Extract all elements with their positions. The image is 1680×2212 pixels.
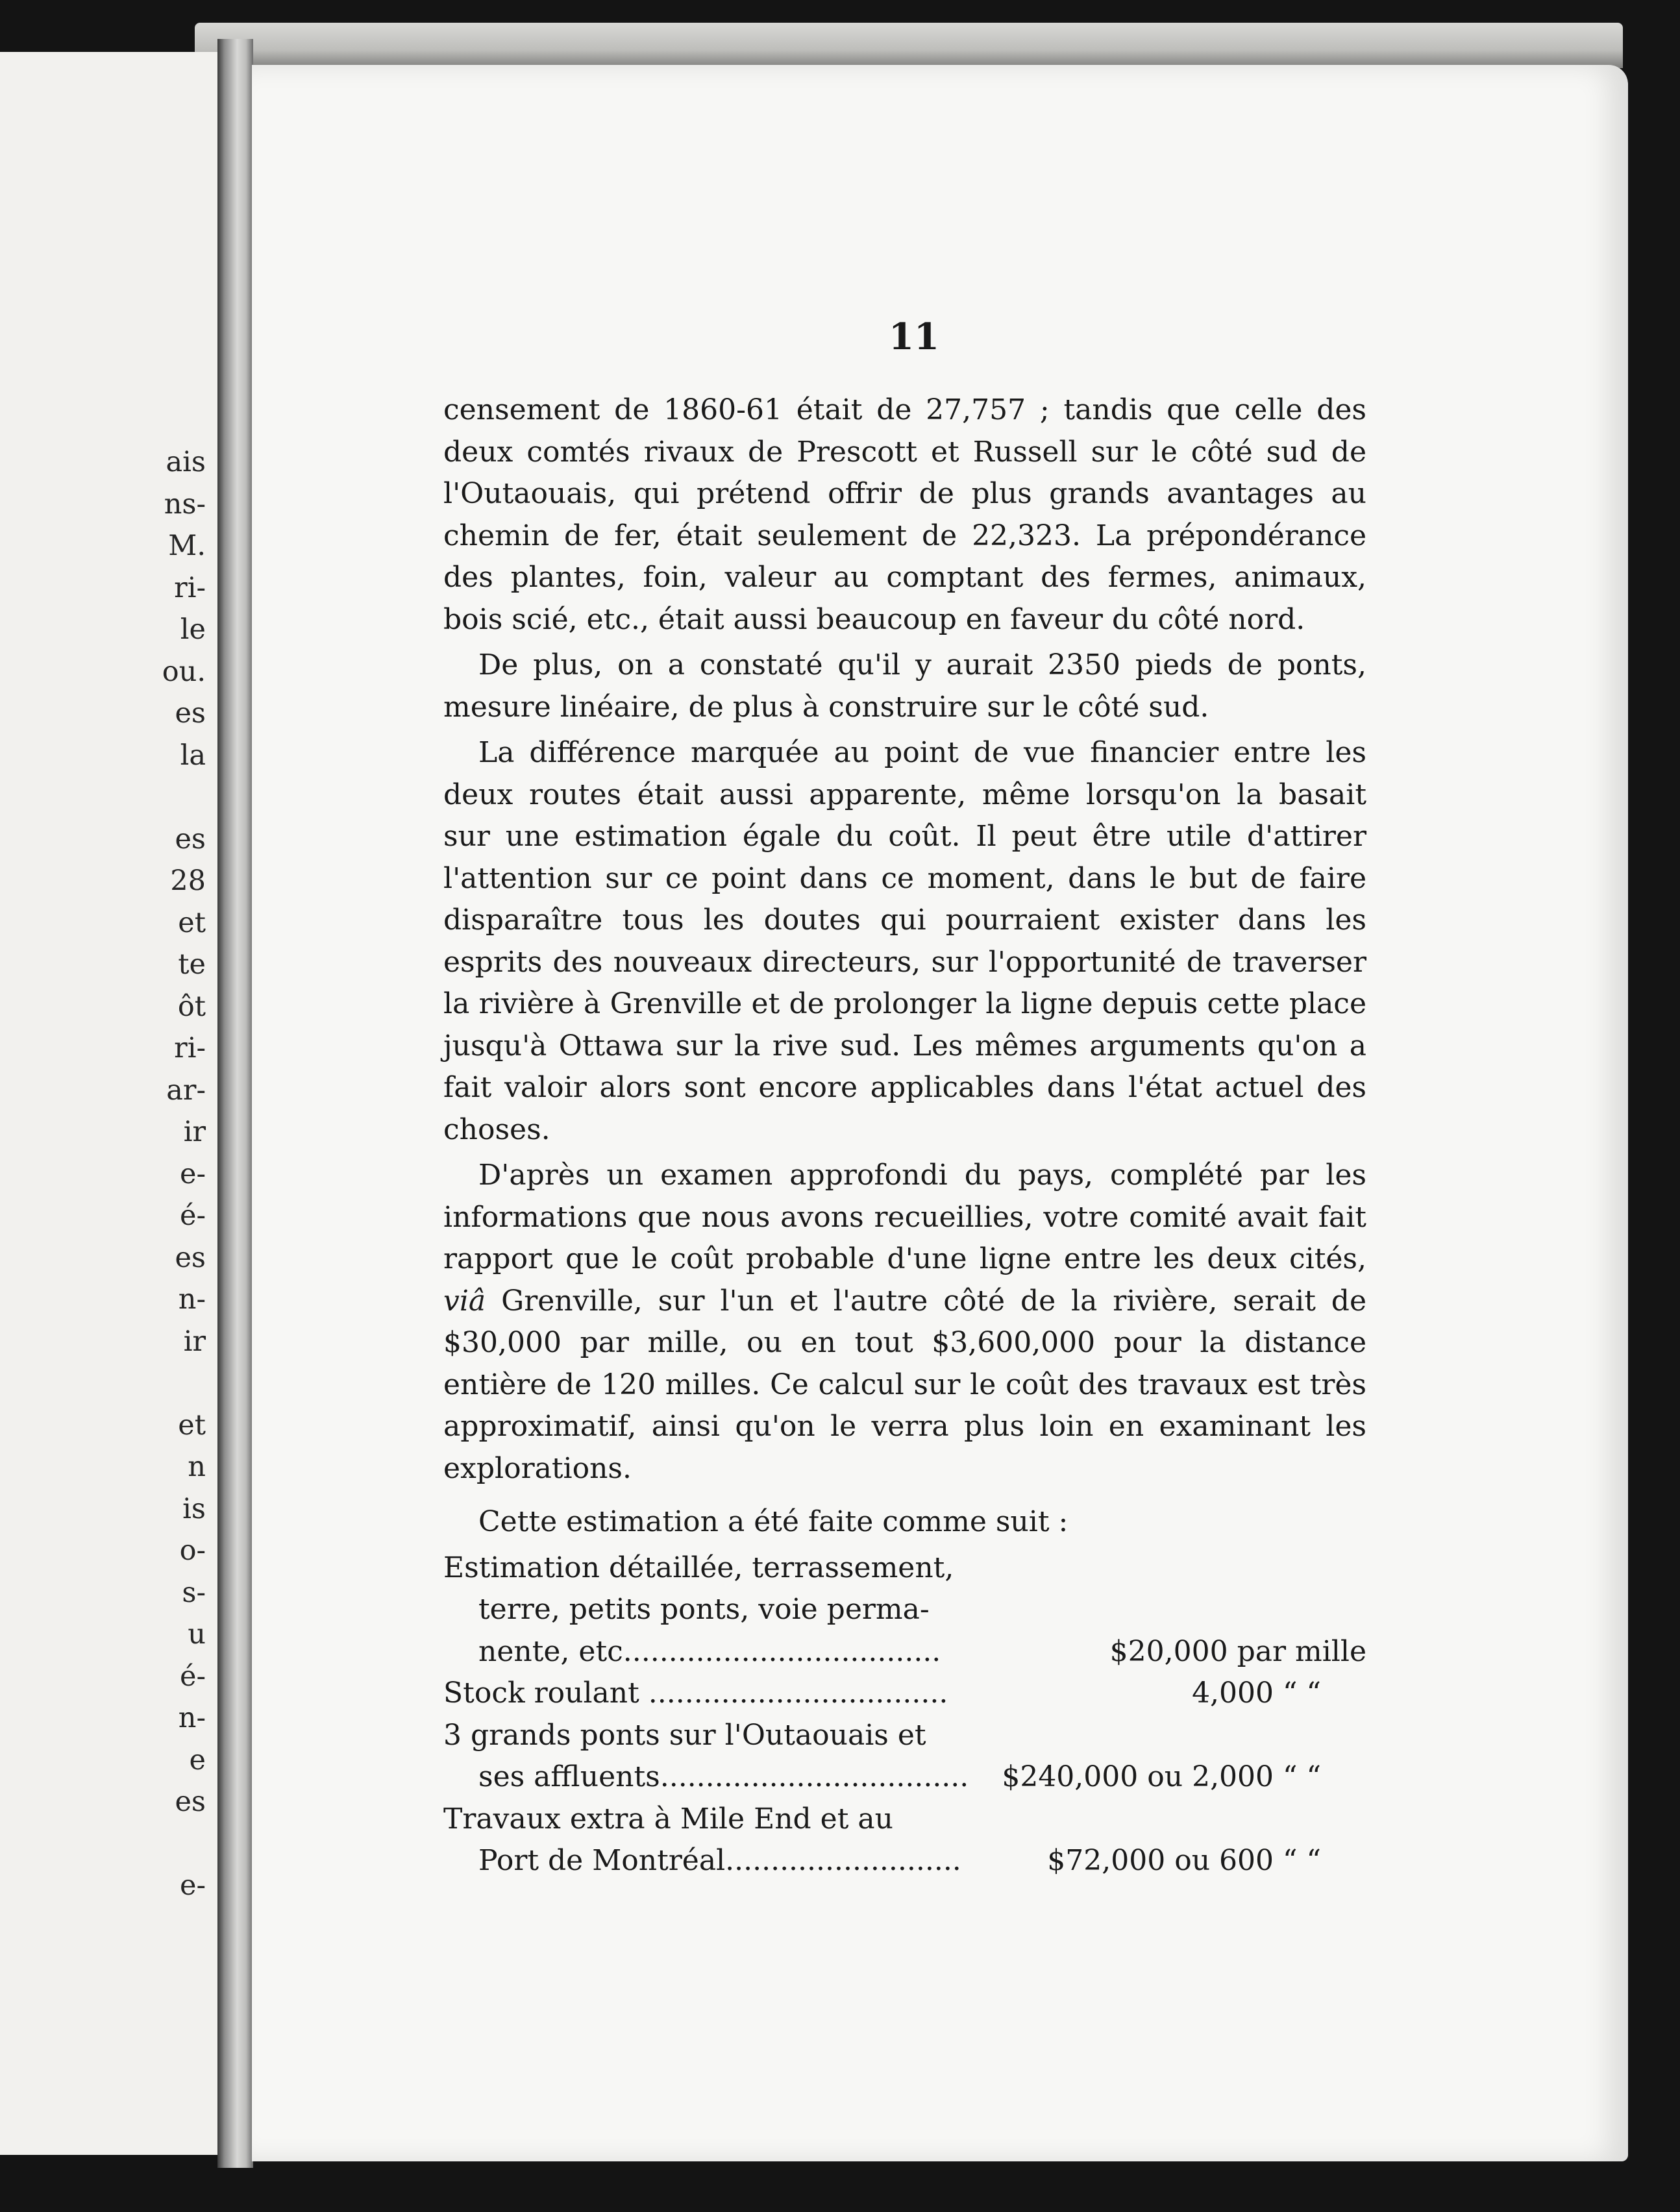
- estimate-value: $72,000 ou 600 “ “: [1047, 1844, 1321, 1877]
- estimate-label: nente, etc...................................: [478, 1634, 941, 1668]
- facing-page-fragment: [162, 1823, 206, 1865]
- facing-page-fragment: et: [178, 906, 206, 939]
- estimate-row: [443, 1673, 1366, 1715]
- facing-page-fragment: M.: [168, 530, 206, 562]
- facing-page-fragment: la: [180, 739, 206, 772]
- facing-page-fragment: et: [178, 1408, 206, 1442]
- facing-page-fragment: e-: [180, 1869, 206, 1902]
- estimate-row: [443, 1631, 1366, 1673]
- estimate-table: [443, 1547, 1366, 1882]
- facing-page-fragment: ir: [183, 1325, 206, 1358]
- facing-page-fragment: 28: [170, 865, 206, 897]
- facing-page-fragment: ou.: [162, 655, 206, 688]
- facing-page-fragment: le: [180, 613, 206, 646]
- page-edge-top: [195, 23, 1623, 68]
- facing-page-fragment: n: [188, 1451, 206, 1483]
- paragraph-4: [443, 1155, 1366, 1490]
- estimate-value: $240,000 ou 2,000 “ “: [1002, 1760, 1321, 1793]
- facing-page-fragment: ri-: [174, 571, 206, 604]
- facing-page-fragment: ar-: [166, 1074, 206, 1107]
- facing-page-fragment: s-: [182, 1576, 206, 1609]
- facing-page-fragment: u: [188, 1618, 206, 1651]
- estimate-value: 4,000 “ “: [1192, 1677, 1321, 1710]
- facing-page-fragment: e: [189, 1743, 206, 1776]
- facing-page-fragment: n-: [178, 1283, 206, 1316]
- facing-page-fragment: te: [178, 948, 206, 981]
- facing-page-fragment: é-: [180, 1660, 206, 1693]
- paragraph-4-italic: viâ: [443, 1284, 486, 1318]
- facing-page-fragment: ir: [183, 1116, 206, 1148]
- estimate-label: Estimation détaillée, terrassement,: [443, 1551, 954, 1584]
- facing-page-fragment: is: [182, 1492, 206, 1525]
- estimate-intro: Cette estimation a été faite comme suit :: [478, 1505, 1069, 1538]
- paragraph-3: La différence marquée au point de vue financier entre les deux routes était aussi apparente, même lorsqu'on la basait sur une estimation égale du coût. Il peut être utile d'attirer l'attention sur ce point dans ce moment, dans le but de faire disparaître tous les doutes qui pourraient exister dans les esprits des nouveaux directeurs, sur l'opportunité de traverser la rivière à Grenville et de prolonger la ligne depuis cette place jusqu'à Ottawa sur la rive sud. Les mêmes arguments qu'on a fait valoir alors sont encore applicables dans l'état actuel des choses.: [443, 736, 1366, 1146]
- facing-page-fragment: ri-: [174, 1032, 206, 1064]
- paragraph-4-text-b: Grenville, sur l'un et l'autre côté de la rivière, serait de $30,000 par mille, ou en tout $3,600,000 pour la distance entière de 120 milles. Ce calcul sur le coût des travaux est très approximatif, ainsi qu'on le verra plus loin en examinant les explorations.: [443, 1284, 1366, 1485]
- book-binding-gutter: [217, 39, 253, 2168]
- estimate-row: [443, 1799, 1366, 1841]
- estimate-row: [443, 1715, 1366, 1757]
- estimate-row: [443, 1840, 1366, 1882]
- estimate-label: ses affluents..................................: [478, 1760, 969, 1793]
- paragraph-2: De plus, on a constaté qu'il y aurait 2350 pieds de ponts, mesure linéaire, de plus à construire sur le côté sud.: [443, 648, 1366, 724]
- facing-page-fragment: es: [175, 822, 206, 855]
- estimate-label: Stock roulant .................................: [443, 1677, 948, 1710]
- estimate-row: [443, 1547, 1366, 1590]
- estimate-label: terre, petits ponts, voie perma-: [478, 1593, 930, 1626]
- facing-page-fragment: ns-: [164, 487, 206, 521]
- facing-page-fragment: [162, 776, 206, 818]
- facing-page-fragment: é-: [180, 1199, 206, 1232]
- facing-page-fragment: e-: [180, 1157, 206, 1190]
- facing-page-fragment: es: [175, 1786, 206, 1818]
- facing-page-fragment: es: [175, 1241, 206, 1274]
- facing-page-fragment: ôt: [177, 990, 206, 1023]
- estimate-label: Travaux extra à Mile End et au: [443, 1802, 893, 1836]
- estimate-label: Port de Montréal..........................: [478, 1844, 961, 1877]
- facing-page-fragment: es: [175, 697, 206, 730]
- facing-page-text-fragments: [162, 441, 206, 1907]
- facing-page-left: [0, 52, 221, 2155]
- estimate-value: $20,000 par mille: [1109, 1634, 1366, 1668]
- paragraph-1: censement de 1860-61 était de 27,757 ; tandis que celle des deux comtés rivaux de Prescott et Russell sur le côté sud de l'Outaouais, qui prétend offrir de plus grands avantages au chemin de fer, était seulement de 22,323. La prépondérance des plantes, foin, valeur au comptant des fermes, animaux, bois scié, etc., était aussi beaucoup en faveur du côté nord.: [443, 393, 1366, 636]
- facing-page-fragment: [162, 1362, 206, 1405]
- estimate-label: 3 grands ponts sur l'Outaouais et: [443, 1718, 926, 1752]
- page-number: 11: [889, 315, 939, 358]
- paragraph-4-text-a: D'après un examen approfondi du pays, complété par les informations que nous avons recueillies, votre comité avait fait rapport que le coût probable d'une ligne entre les deux cités,: [443, 1159, 1366, 1275]
- facing-page-fragment: n-: [178, 1702, 206, 1734]
- estimate-row: [443, 1756, 1366, 1799]
- estimate-row: [443, 1589, 1366, 1631]
- facing-page-fragment: o-: [179, 1534, 206, 1567]
- facing-page-fragment: ais: [166, 446, 206, 478]
- page-body: [443, 389, 1366, 1882]
